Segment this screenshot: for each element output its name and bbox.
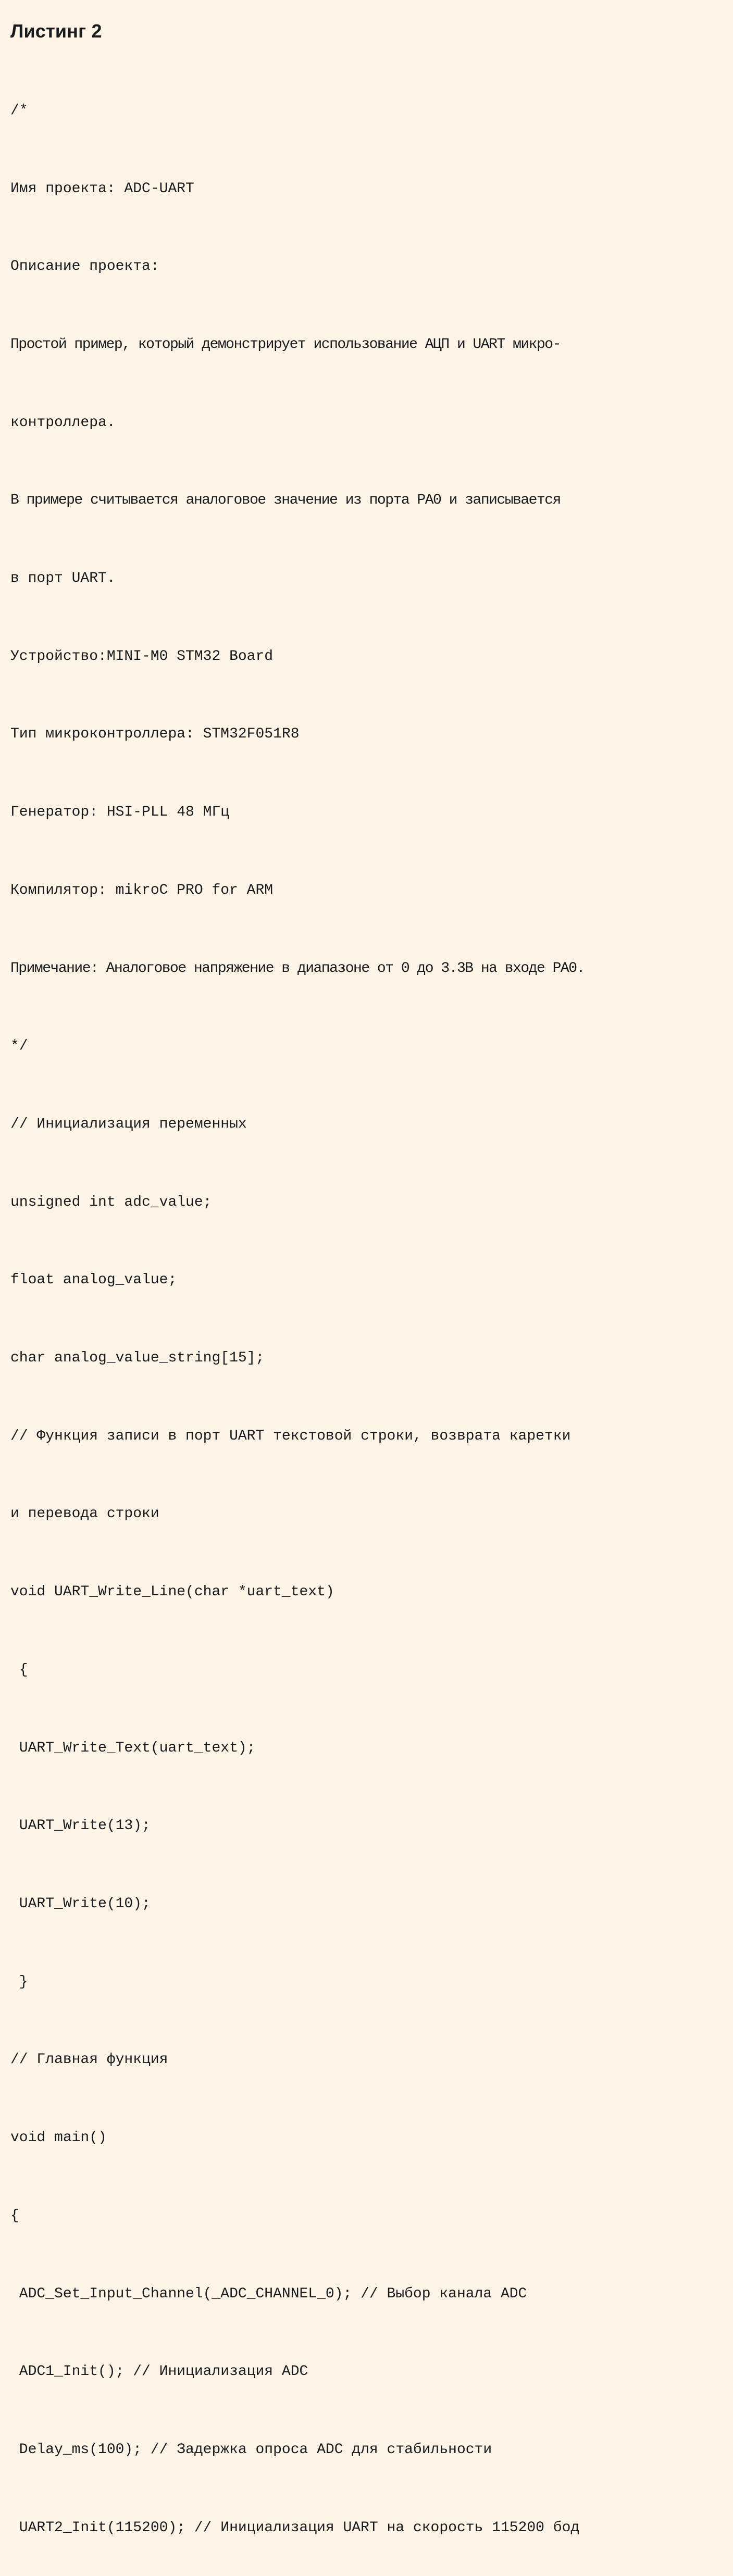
code-line: } bbox=[10, 1973, 28, 1990]
code-line: UART_Write(13); bbox=[10, 1818, 151, 1834]
code-line: // Функция записи в порт UART текстовой строки, возврата каретки bbox=[10, 1428, 571, 1444]
code-block bbox=[10, 46, 733, 2576]
code-line: */ bbox=[10, 1038, 28, 1055]
code-line: Устройство:MINI-M0 STM32 Board bbox=[10, 648, 274, 665]
code-line: // Главная функция bbox=[10, 2052, 168, 2068]
code-line: void UART_Write_Line(char *uart_text) bbox=[10, 1584, 334, 1600]
code-line: { bbox=[10, 2207, 19, 2224]
code-line: ADC1_Init(); // Инициализация ADC bbox=[10, 2364, 308, 2380]
code-line: char analog_value_string[15]; bbox=[10, 1350, 265, 1367]
code-line: и перевода строки bbox=[10, 1506, 159, 1522]
code-line: // Инициализация переменных bbox=[10, 1116, 247, 1132]
code-line: UART_Write_Text(uart_text); bbox=[10, 1740, 256, 1756]
code-line: В примере считывается аналоговое значение из порта PA0 и записывается bbox=[10, 492, 561, 509]
code-line: в порт UART. bbox=[10, 570, 116, 587]
code-line: Примечание: Аналоговое напряжение в диапазоне от 0 до 3.3В на входе PA0. bbox=[10, 960, 585, 977]
code-line: Простой пример, который демонстрирует использование АЦП и UART микро- bbox=[10, 336, 561, 353]
code-line: Описание проекта: bbox=[10, 258, 159, 275]
code-line: ADC_Set_Input_Channel(_ADC_CHANNEL_0); // Выбор канала ADC bbox=[10, 2285, 527, 2302]
code-line: Имя проекта: ADC-UART bbox=[10, 180, 194, 197]
code-line: Тип микроконтроллера: STM32F051R8 bbox=[10, 726, 300, 743]
code-line: UART_Write(10); bbox=[10, 1895, 151, 1912]
listing-title: Листинг 2 bbox=[10, 20, 102, 42]
code-line: float analog_value; bbox=[10, 1272, 177, 1289]
code-line: контроллера. bbox=[10, 414, 116, 431]
code-line: unsigned int adc_value; bbox=[10, 1194, 212, 1210]
code-line: { bbox=[10, 1661, 28, 1678]
code-line: UART2_Init(115200); // Инициализация UART на скорость 115200 бод bbox=[10, 2519, 580, 2536]
code-line: Delay_ms(100); // Задержка опроса ADC для стабильности bbox=[10, 2441, 492, 2458]
code-line: Компилятор: mikroC PRO for ARM bbox=[10, 882, 274, 898]
code-line: Генератор: HSI-PLL 48 МГц bbox=[10, 804, 230, 821]
code-line: void main() bbox=[10, 2130, 107, 2146]
code-line: /* bbox=[10, 102, 28, 119]
